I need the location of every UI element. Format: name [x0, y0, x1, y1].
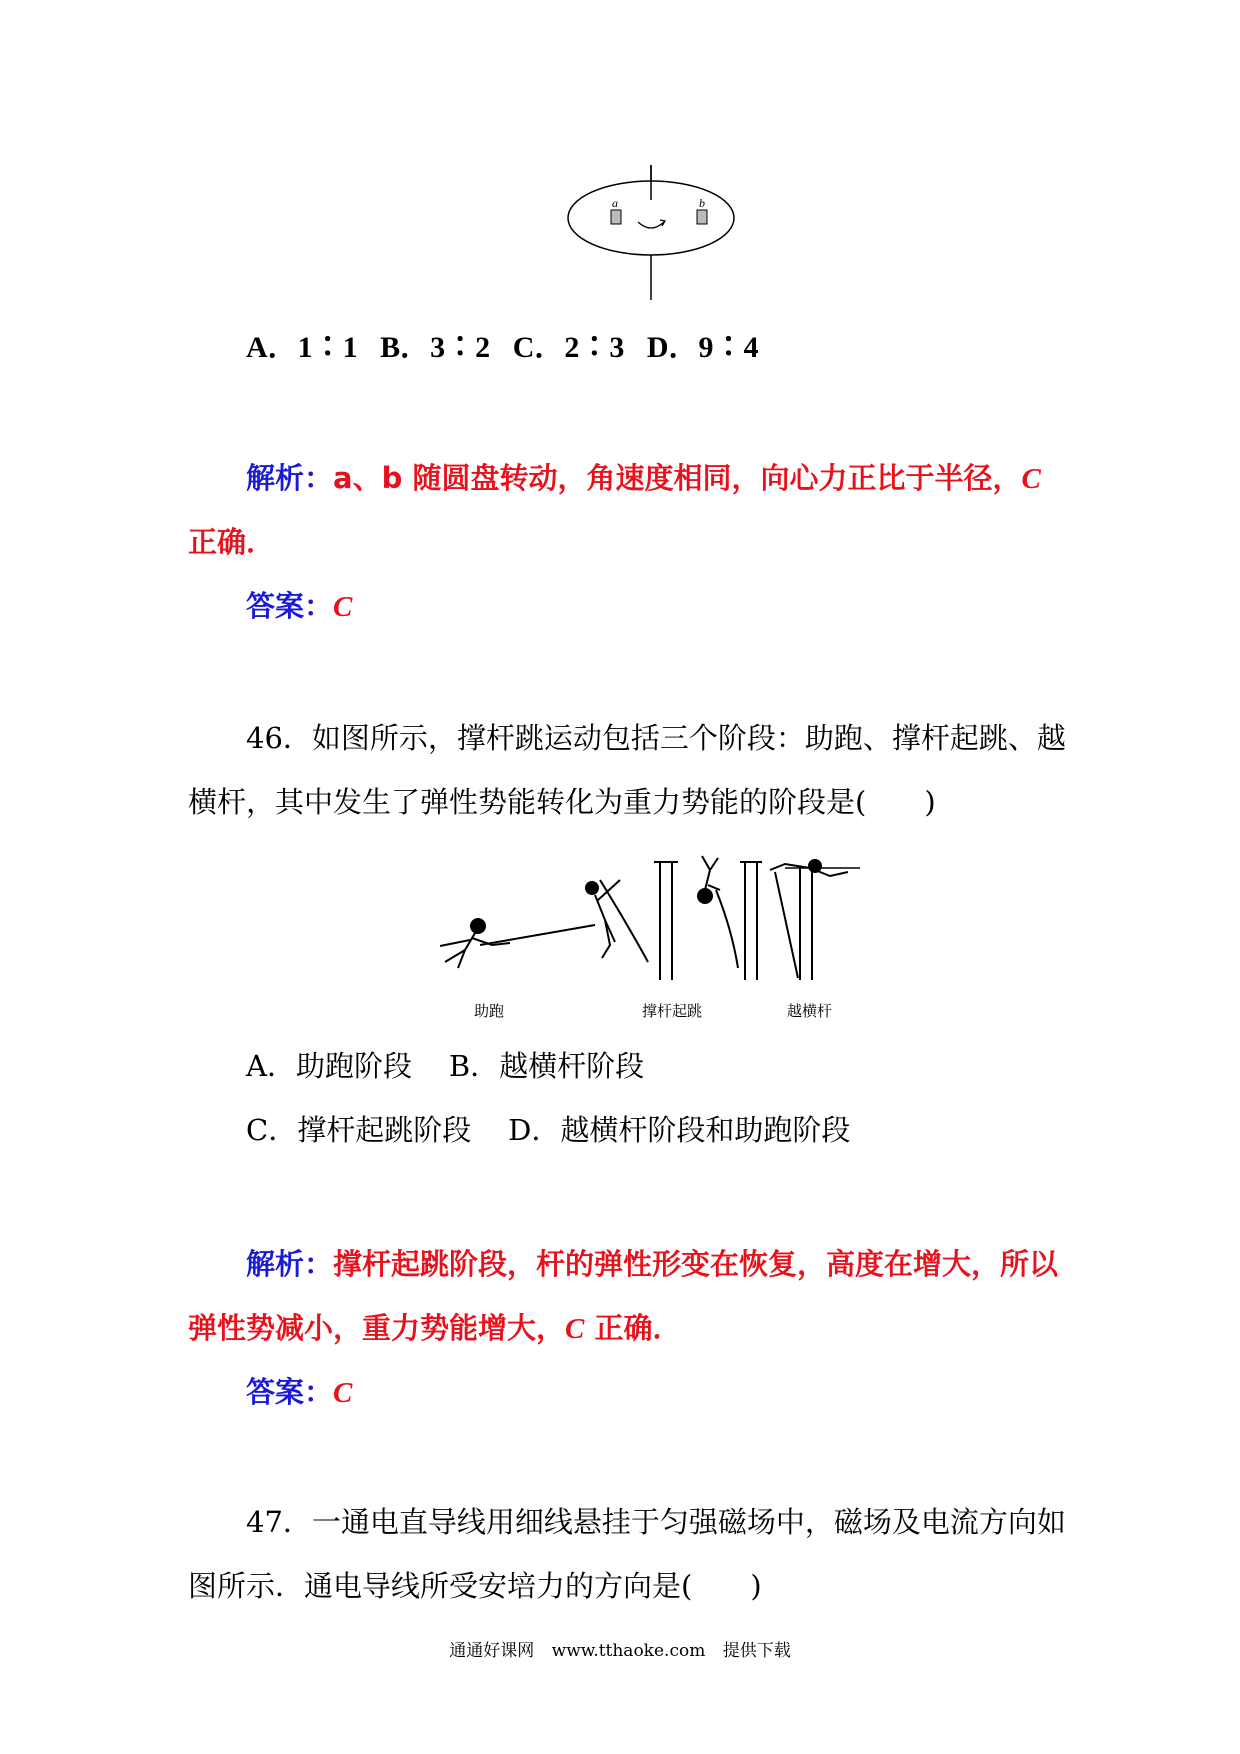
- q46-options-row2: [246, 1110, 850, 1150]
- footer-note: 提供下载: [722, 1641, 791, 1661]
- label-b: b: [699, 196, 705, 210]
- q46-analysis-line1: [246, 1244, 1058, 1284]
- stem-text: 46．如图所示，撑杆跳运动包括三个阶段：助跑、撑杆起跳、越: [246, 721, 1066, 755]
- answer-label: 答案：: [246, 1375, 334, 1409]
- answer-value: C: [333, 591, 353, 623]
- q45-answer: [246, 586, 352, 627]
- stem-text: 47．一通电直导线用细线悬挂于匀强磁场中，磁场及电流方向如: [246, 1505, 1066, 1539]
- q47-stem-line1: [246, 1502, 1066, 1542]
- analysis-text-2a: 弹性势减小，重力势能增大，: [188, 1311, 566, 1345]
- analysis-label: 解析：: [246, 1247, 334, 1281]
- footer-site: 通通好课网: [449, 1641, 535, 1661]
- stem-text-2: 图所示．通电导线所受安培力的方向是( ): [188, 1569, 762, 1603]
- option-d: D．9∶4: [646, 331, 759, 364]
- option-a: A．助跑阶段: [246, 1049, 412, 1083]
- caption-run: 助跑: [474, 1002, 505, 1020]
- caption-bar: 越横杆: [787, 1002, 833, 1020]
- takeoff-figure: [586, 880, 620, 958]
- q45-options: [246, 328, 759, 368]
- q46-analysis-line2: [188, 1308, 681, 1349]
- footer: [0, 1636, 1240, 1661]
- option-a: A．1∶1: [246, 331, 358, 364]
- q47-stem-line2: [188, 1566, 762, 1606]
- analysis-text-2b: 正确．: [594, 1311, 682, 1345]
- block-a: [611, 210, 621, 224]
- rotating-disk-figure: [550, 160, 750, 305]
- q45-analysis-line2: [188, 522, 275, 562]
- analysis-text-2: 正确．: [188, 525, 276, 559]
- answer-value: C: [333, 1377, 353, 1409]
- label-a: a: [612, 196, 618, 210]
- analysis-label: 解析：: [246, 461, 334, 495]
- caption-takeoff: 撑杆起跳: [642, 1002, 703, 1020]
- pole-run: [480, 925, 595, 945]
- option-b: B．3∶2: [380, 331, 491, 364]
- runner-figure: [440, 919, 510, 968]
- q46-answer: [246, 1372, 352, 1413]
- option-c: C．2∶3: [512, 331, 625, 364]
- stem-text-2: 横杆，其中发生了弹性势能转化为重力势能的阶段是( ): [188, 785, 936, 819]
- analysis-text: 撑杆起跳阶段，杆的弹性形变在恢复，高度在增大，所以: [333, 1247, 1059, 1281]
- footer-url[interactable]: www.tthaoke.com: [551, 1641, 706, 1661]
- analysis-text: a、b 随圆盘转动，角速度相同，向心力正比于半径，: [333, 461, 1022, 495]
- pole-vault-figure: [420, 850, 890, 990]
- q46-stem-line1: [246, 718, 1066, 758]
- option-c: C．撑杆起跳阶段: [246, 1113, 472, 1147]
- q46-options-row1: [246, 1046, 644, 1086]
- q45-analysis-line1: [246, 458, 1041, 499]
- q46-stem-line2: [188, 782, 936, 822]
- inverted-figure: [698, 856, 720, 903]
- analysis-c: C: [565, 1313, 585, 1345]
- answer-label: 答案：: [246, 589, 334, 623]
- analysis-c: C: [1021, 463, 1041, 495]
- block-b: [697, 210, 707, 224]
- option-d: D．越横杆阶段和助跑阶段: [508, 1113, 851, 1147]
- option-b: B．越横杆阶段: [448, 1049, 645, 1083]
